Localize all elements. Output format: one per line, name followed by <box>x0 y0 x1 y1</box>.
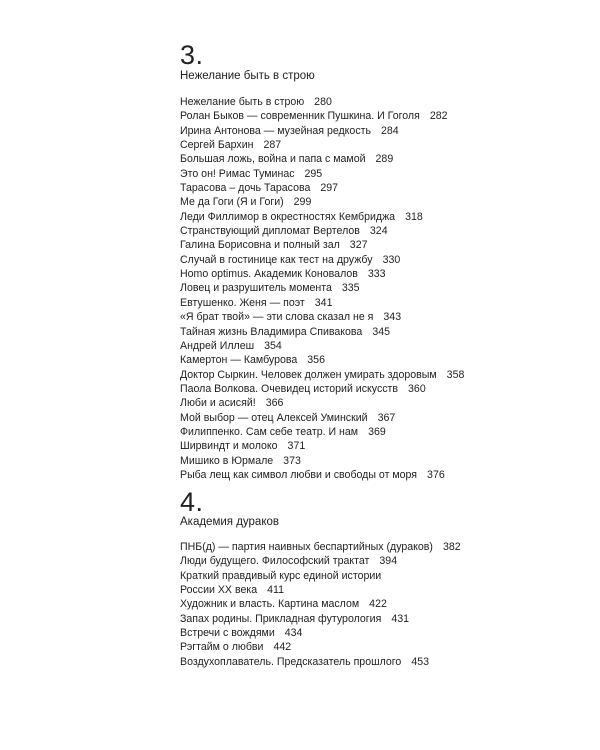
toc-entry[interactable] <box>180 655 461 669</box>
toc-entry-page: 442 <box>273 641 292 654</box>
toc-entry-page: 295 <box>304 167 323 180</box>
toc-entry[interactable] <box>180 554 461 568</box>
toc-entry[interactable] <box>180 612 461 626</box>
toc-entry-page: 287 <box>263 139 282 152</box>
toc-entry-page: 282 <box>429 110 448 123</box>
toc-entry[interactable] <box>180 124 464 138</box>
toc-entry-page: 358 <box>446 368 465 381</box>
toc-entry[interactable] <box>180 281 464 295</box>
toc-entry-page: 327 <box>349 239 368 252</box>
toc-entry-page: 422 <box>369 598 387 611</box>
toc-entry-title: Запах родины. Прикладная футурология <box>180 612 382 625</box>
toc-entry[interactable] <box>180 439 464 453</box>
toc-entry-title: Воздухоплаватель. Предсказатель прошлого <box>180 655 402 668</box>
toc-entry[interactable] <box>180 353 464 367</box>
toc-entry[interactable] <box>180 238 464 252</box>
toc-entry-title: Камертон — Камбурова <box>180 354 298 367</box>
toc-entry-title: Люби и асисяй! <box>180 397 256 410</box>
toc-entry-page: 343 <box>383 311 402 324</box>
toc-entry-title: Паола Волкова. Очевидец историй искусств <box>180 382 399 395</box>
section-number: 3. <box>180 40 204 70</box>
toc-entry-page: 373 <box>283 454 301 467</box>
toc-entry-page: 369 <box>368 425 386 438</box>
toc-entry[interactable] <box>180 640 461 654</box>
toc-entry-page: 360 <box>408 382 426 395</box>
section-number: 4. <box>180 487 204 517</box>
toc-entry-title: Это он! Римас Туминас <box>180 167 295 180</box>
toc-entry-title: Андрей Иллеш <box>180 339 255 352</box>
toc-entry-title: Тайная жизнь Владимира Спивакова <box>180 325 363 338</box>
toc-entry-page: 382 <box>442 541 461 553</box>
toc-entry-title: Ме да Гоги (Я и Гоги) <box>180 196 284 209</box>
toc-entry-title: Ловец и разрушитель момента <box>180 282 332 295</box>
toc-entry-title: Мишико в Юрмале <box>180 454 274 467</box>
toc-entry-page: 371 <box>287 440 306 453</box>
section-title: Академия дураков <box>180 516 279 528</box>
toc-entry-page: 324 <box>369 225 388 238</box>
toc-entry-page: 341 <box>314 296 333 309</box>
toc-entry-page: 333 <box>367 268 386 281</box>
toc-entry-title: Рэгтайм о любви <box>180 641 264 654</box>
toc-entry-title: Доктор Сыркин. Человек должен умирать здоровым <box>180 368 437 381</box>
toc-entry-title: Нежелание быть в строю <box>180 96 305 108</box>
toc-entry[interactable] <box>180 339 464 353</box>
toc-list <box>180 95 464 482</box>
toc-entry-page: 354 <box>264 339 282 352</box>
toc-list <box>180 540 461 669</box>
toc-entry-page: 299 <box>293 196 312 209</box>
toc-entry-title: Мой выбор — отец Алексей Уминский <box>180 411 368 424</box>
toc-entry[interactable] <box>180 425 464 439</box>
toc-entry-page: 367 <box>377 411 396 424</box>
toc-entry-title: Ролан Быков — современник Пушкина. И Гоголя <box>180 110 420 123</box>
toc-entry[interactable] <box>180 382 464 396</box>
toc-entry-title: Евтушенко. Женя — поэт <box>180 296 305 309</box>
toc-entry[interactable] <box>180 325 464 339</box>
toc-entry[interactable] <box>180 583 461 597</box>
toc-entry[interactable] <box>180 626 461 640</box>
toc-entry-title: Ширвиндт и молоко <box>180 440 278 453</box>
toc-entry-title: Люди будущего. Философский трактат <box>180 555 370 568</box>
toc-entry-title: «Я брат твой» — эти слова сказал не я <box>180 311 374 324</box>
toc-entry-page: 284 <box>381 124 399 137</box>
toc-entry-page: 453 <box>411 655 429 668</box>
toc-entry-title: Филиппенко. Сам себе театр. И нам <box>180 425 359 438</box>
toc-entry-page: 330 <box>382 253 401 266</box>
toc-entry-title: Художник и власть. Картина маслом <box>180 598 360 611</box>
toc-entry[interactable] <box>180 310 464 324</box>
toc-entry[interactable] <box>180 540 461 554</box>
toc-entry-page: 345 <box>372 325 391 338</box>
toc-entry-title: Homo optimus. Академик Коновалов <box>180 268 358 281</box>
toc-entry[interactable] <box>180 368 464 382</box>
toc-entry-page: 335 <box>341 282 360 295</box>
toc-entry-title: Галина Борисовна и полный зал <box>180 239 340 252</box>
toc-entry-page: 366 <box>265 397 284 410</box>
toc-entry-page: 376 <box>427 468 445 481</box>
toc-entry[interactable] <box>180 210 464 224</box>
toc-entry-page: 297 <box>320 182 339 195</box>
toc-entry[interactable] <box>180 396 464 410</box>
toc-entry-page: 411 <box>267 584 284 597</box>
toc-entry-page: 356 <box>307 354 325 367</box>
toc-entry[interactable] <box>180 152 464 166</box>
toc-entry[interactable] <box>180 411 464 425</box>
toc-entry[interactable] <box>180 195 464 209</box>
toc-entry-title: Сергей Бархин <box>180 139 254 152</box>
toc-entry-title: Большая ложь, война и папа с мамой <box>180 153 366 166</box>
toc-entry-title: Рыба лещ как символ любви и свободы от моря <box>180 468 418 481</box>
toc-entry[interactable] <box>180 468 464 482</box>
toc-entry[interactable] <box>180 95 464 109</box>
toc-entry-title: ПНБ(д) — партия наивных беспартийных (дураков) <box>180 541 433 553</box>
toc-entry-title: Странствующий дипломат Вертелов <box>180 225 360 238</box>
toc-entry[interactable] <box>180 224 464 238</box>
toc-entry-title: Тарасова – дочь Тарасова <box>180 182 311 195</box>
toc-entry-page: 431 <box>391 612 410 625</box>
toc-entry-page: 280 <box>314 96 332 108</box>
toc-entry-title: Краткий правдивый курс единой истории <box>180 569 382 582</box>
toc-entry[interactable] <box>180 253 464 267</box>
toc-entry-title: Случай в гостинице как тест на дружбу <box>180 253 373 266</box>
toc-entry-title: Встречи с вождями <box>180 627 275 640</box>
toc-entry[interactable] <box>180 569 461 583</box>
toc-entry[interactable] <box>180 138 464 152</box>
toc-entry[interactable] <box>180 167 464 181</box>
toc-entry-title: России XX века <box>180 584 258 597</box>
toc-entry[interactable] <box>180 109 464 123</box>
section-title: Нежелание быть в строю <box>180 70 315 82</box>
toc-entry[interactable] <box>180 597 461 611</box>
toc-entry[interactable] <box>180 267 464 281</box>
toc-entry-title: Леди Филлимор в окрестностях Кембриджа <box>180 210 396 223</box>
toc-entry[interactable] <box>180 296 464 310</box>
toc-entry[interactable] <box>180 181 464 195</box>
toc-entry-page: 434 <box>284 627 303 640</box>
toc-entry-page: 318 <box>405 210 423 223</box>
toc-entry[interactable] <box>180 454 464 468</box>
toc-entry-page: 289 <box>375 153 394 166</box>
toc-entry-page: 394 <box>379 555 398 568</box>
toc-entry-title: Ирина Антонова — музейная редкость <box>180 124 371 137</box>
